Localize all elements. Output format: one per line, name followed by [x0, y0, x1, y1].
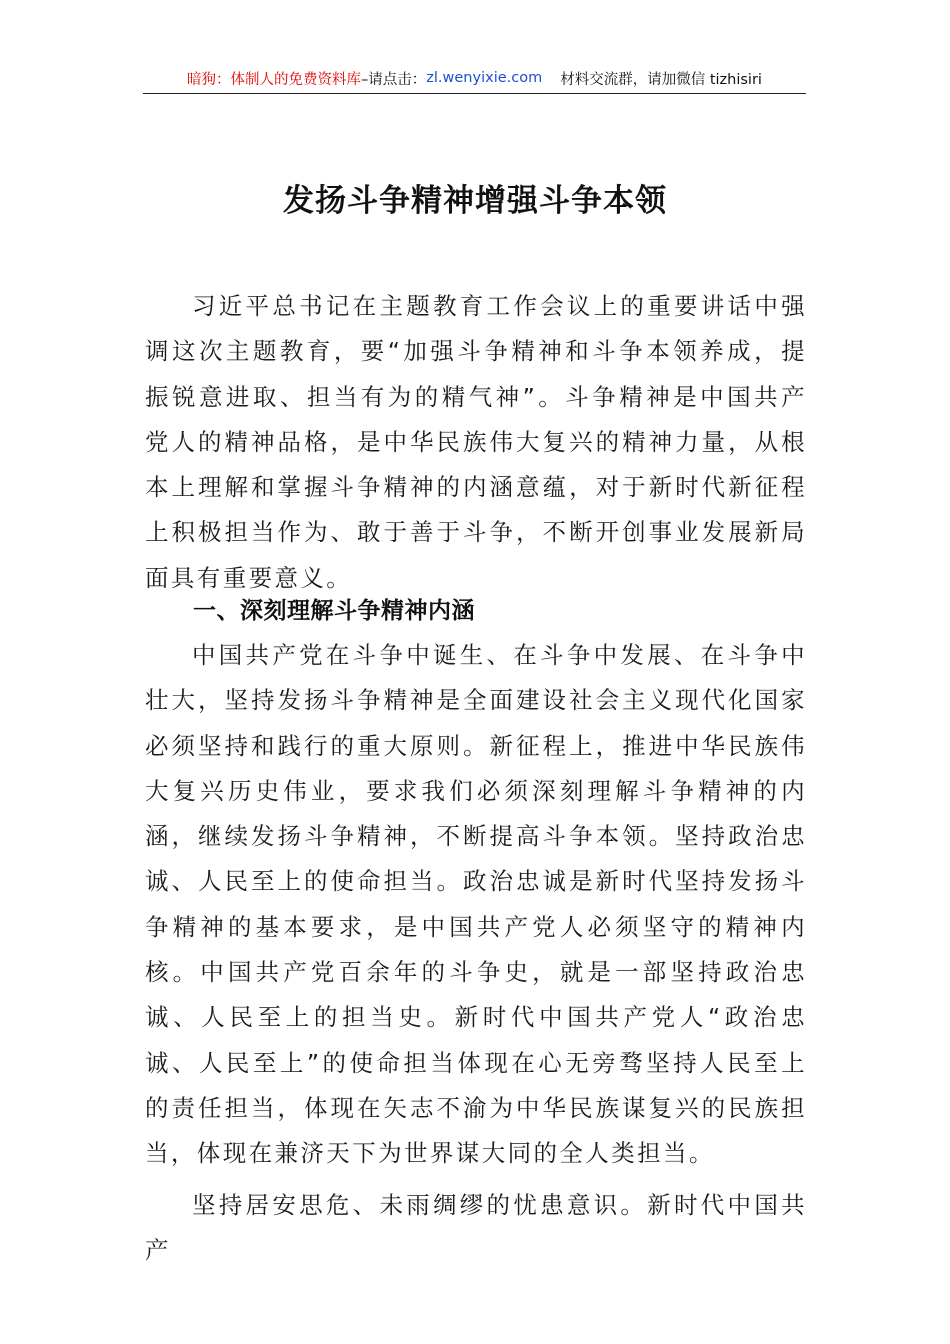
- intro-paragraph: 习近平总书记在主题教育工作会议上的重要讲话中强调这次主题教育，要“加强斗争精神和斗争本领养成，提振锐意进取、担当有为的精气神”。斗争精神是中国共产党人的精神品格，是中华民族伟大复兴的精神力量，从根本上理解和掌握斗争精神的内涵意蕴，对于新时代新征程上积极担当作为、敢于善于斗争，不断开创事业发展新局面具有重要意义。: [145, 292, 807, 592]
- header-link[interactable]: zl.wenyixie.com: [426, 70, 543, 86]
- body-paragraph-2: 坚持居安思危、未雨绸缪的忧患意识。新时代中国共产: [145, 1190, 807, 1264]
- section-heading: 一、深刻理解斗争精神内涵: [193, 598, 475, 624]
- intro-block: [145, 284, 807, 601]
- section-body: [145, 633, 807, 1273]
- header-click-prompt: –请点击：: [361, 71, 427, 88]
- body-paragraph-1: 中国共产党在斗争中诞生、在斗争中发展、在斗争中壮大，坚持发扬斗争精神是全面建设社会主义现代化国家必须坚持和践行的重大原则。新征程上，推进中华民族伟大复兴历史伟业，要求我们必须深刻理解斗争精神的内涵，继续发扬斗争精神，不断提高斗争本领。坚持政治忠诚、人民至上的使命担当。政治忠诚是新时代坚持发扬斗争精神的基本要求，是中国共产党人必须坚守的精神内核。中国共产党百余年的斗争史，就是一部坚持政治忠诚、人民至上的担当史。新时代中国共产党人“政治忠诚、人民至上”的使命担当体现在心无旁骛坚持人民至上的责任担当，体现在矢志不渝为中华民族谋复兴的民族担当，体现在兼济天下为世界谋大同的全人类担当。: [145, 641, 807, 1168]
- page-header: [143, 63, 806, 94]
- header-site-name: 暗狗：体制人的免费资料库: [187, 71, 362, 88]
- header-wechat-note: 材料交流群，请加微信 tizhisiri: [560, 71, 762, 88]
- document-title: 发扬斗争精神增强斗争本领: [283, 183, 667, 219]
